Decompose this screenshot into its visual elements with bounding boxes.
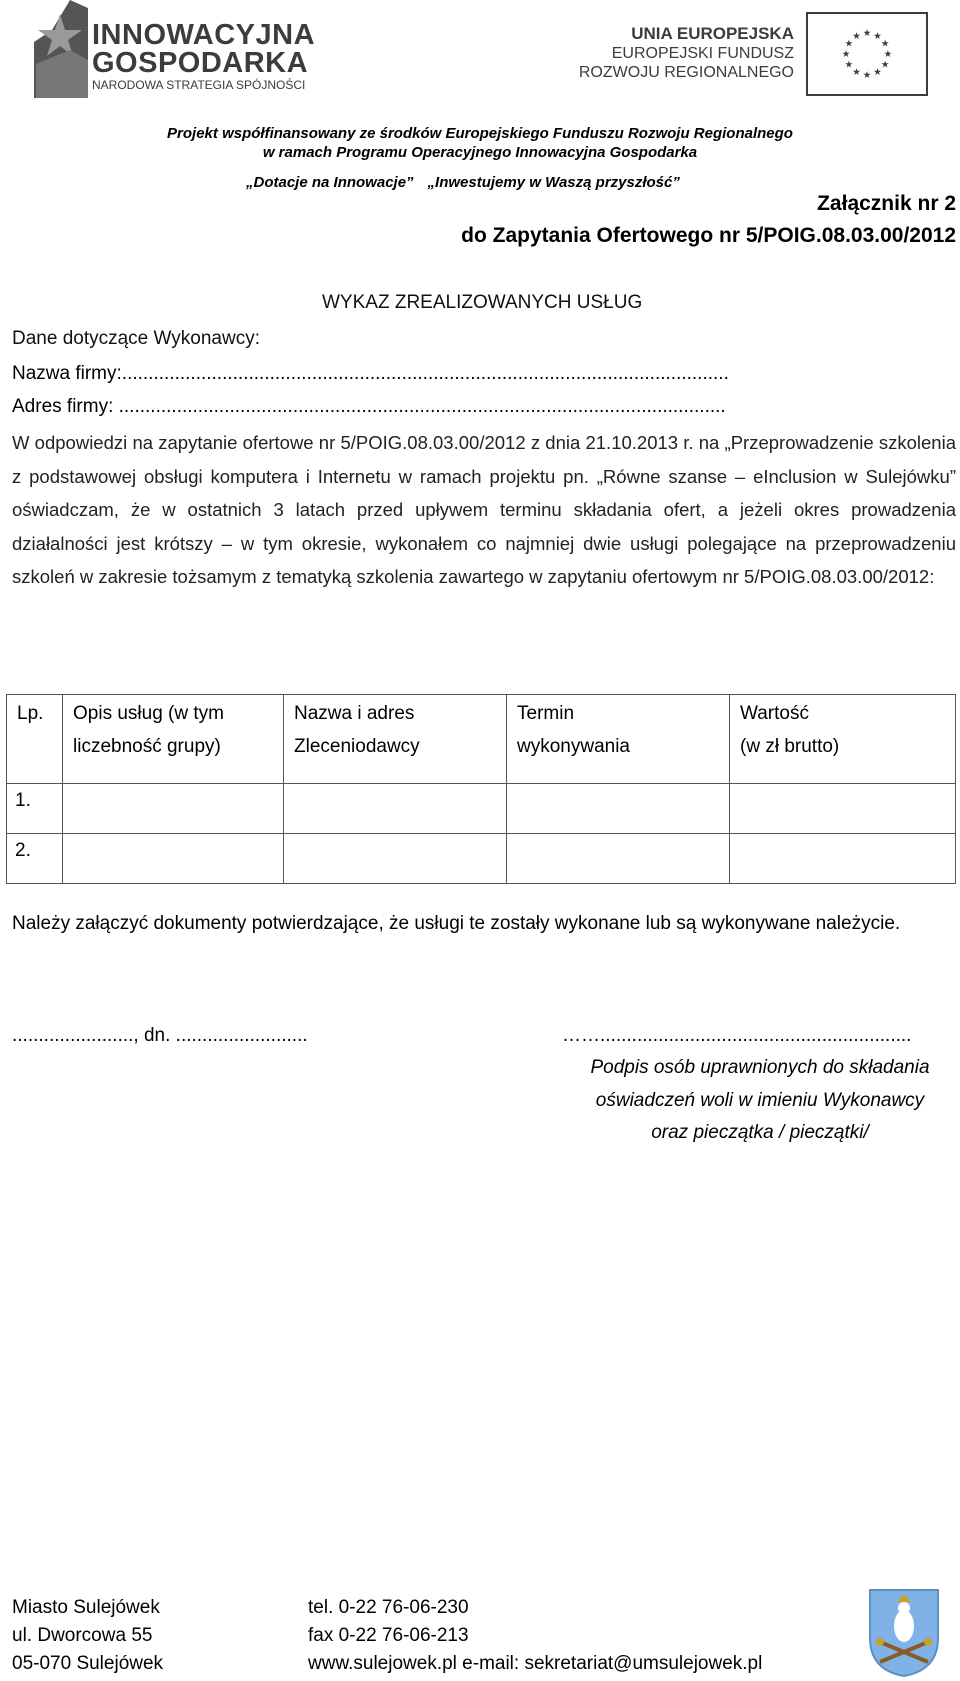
signature-line: ……........................................................... xyxy=(562,1025,912,1046)
svg-text:★: ★ xyxy=(841,48,851,60)
place-date-field: ......................., dn. ......................... xyxy=(12,1025,308,1046)
signature-caption xyxy=(560,1052,960,1150)
svg-text:★: ★ xyxy=(880,38,890,50)
svg-text:★: ★ xyxy=(873,30,882,42)
column-header-description: Opis usług (w tym liczebność grupy) xyxy=(63,695,284,784)
project-cofinancing-line: Projekt współfinansowany ze środków Europejskiego Funduszu Rozwoju Regionalnego xyxy=(167,125,793,142)
footer-contact xyxy=(308,1594,762,1678)
table-cell xyxy=(284,784,507,834)
services-table xyxy=(6,694,956,884)
footer-fax: fax 0-22 76-06-213 xyxy=(308,1625,469,1646)
footer-city: Miasto Sulejówek xyxy=(12,1597,160,1618)
innowacyjna-gospodarka-logo xyxy=(30,0,330,100)
program-logo-line1: INNOWACYJNA xyxy=(92,19,316,51)
eu-fund-logo-text xyxy=(579,24,794,82)
program-logo-line3: NARODOWA STRATEGIA SPÓJNOŚCI xyxy=(92,78,306,92)
program-logo-line2: GOSPODARKA xyxy=(92,47,309,79)
slogan-investment: „Inwestujemy w Waszą przyszłość” xyxy=(427,174,680,191)
eu-logo-line2: EUROPEJSKI FUNDUSZ xyxy=(611,45,794,62)
table-row xyxy=(7,784,956,834)
sulejowek-crest-icon xyxy=(866,1586,942,1678)
svg-text:★: ★ xyxy=(883,48,893,60)
statement-paragraph: W odpowiedzi na zapytanie ofertowe nr 5/POIG.08.03.00/2012 z dnia 21.10.2013 r. na „Przeprowadzenie szkolenia z podstawowej obsługi komputera i Internetu w ramach projektu pn. „Równe szanse – eInclusion w Sulejówku” oświadczam, że w ostatnich 3 latach przed upływem terminu składania ofert, a jeżeli okres prowadzenia działalności jest krótszy – w tym okresie, wykonałem co najmniej dwie usługi polegające na przeprowadzeniu szkoleń w zakresie tożsamym z tematyką szkolenia zawartego w zapytaniu ofertowym nr 5/POIG.08.03.00/2012: xyxy=(12,432,956,587)
footer-web-email: www.sulejowek.pl e-mail: sekretariat@umsulejowek.pl xyxy=(308,1653,763,1674)
svg-text:★: ★ xyxy=(852,66,861,78)
footer-street: ul. Dworcowa 55 xyxy=(12,1625,153,1646)
annex-number: Załącznik nr 2 xyxy=(817,192,956,215)
signature-caption-line3: oraz pieczątka / pieczątki/ xyxy=(651,1122,869,1143)
column-header-value: Wartość (w zł brutto) xyxy=(730,695,956,784)
slogan-innovation: „Dotacje na Innowacje” xyxy=(246,174,414,191)
column-header-client: Nazwa i adres Zleceniodawcy xyxy=(284,695,507,784)
company-address-field: Adres firmy: ................................................................................................................... xyxy=(12,396,726,417)
svg-text:★: ★ xyxy=(880,59,890,71)
table-cell xyxy=(730,784,956,834)
documents-note: Należy załączyć dokumenty potwierdzające, że usługi te zostały wykonane lub są wykonywane należycie. xyxy=(12,913,901,934)
column-header-date: Termin wykonywania xyxy=(507,695,730,784)
eu-logo-line1: UNIA EUROPEJSKA xyxy=(631,24,794,43)
page-title: WYKAZ ZREALIZOWANYCH USŁUG xyxy=(322,292,643,313)
eu-logo-line3: ROZWOJU REGIONALNEGO xyxy=(578,64,794,81)
project-program-line: w ramach Programu Operacyjnego Innowacyjna Gospodarka xyxy=(262,144,698,161)
table-cell-lp: 2. xyxy=(7,834,63,884)
company-name-field: Nazwa firmy:................................................................................................................... xyxy=(12,363,729,384)
svg-text:★: ★ xyxy=(873,66,882,78)
annex-inquiry-reference: do Zapytania Ofertowego nr 5/POIG.08.03.00/2012 xyxy=(461,224,956,247)
table-header-row xyxy=(7,695,956,784)
table-cell xyxy=(507,834,730,884)
star-logo-icon xyxy=(30,0,88,98)
table-row xyxy=(7,834,956,884)
table-cell xyxy=(63,834,284,884)
svg-text:★: ★ xyxy=(844,59,854,71)
table-cell xyxy=(730,834,956,884)
eu-flag-icon xyxy=(806,12,928,96)
svg-text:★: ★ xyxy=(844,38,854,50)
slogans xyxy=(246,174,694,191)
svg-text:★: ★ xyxy=(852,30,861,42)
svg-text:★: ★ xyxy=(862,69,872,81)
column-header-lp: Lp. xyxy=(7,695,63,784)
signature-caption-line1: Podpis osób uprawnionych do składania xyxy=(590,1057,930,1078)
table-cell xyxy=(507,784,730,834)
svg-text:★: ★ xyxy=(862,27,872,39)
footer-phone: tel. 0-22 76-06-230 xyxy=(308,1597,469,1618)
table-cell xyxy=(63,784,284,834)
footer-postcode: 05-070 Sulejówek xyxy=(12,1653,164,1674)
footer-address xyxy=(12,1594,163,1678)
table-cell-lp: 1. xyxy=(7,784,63,834)
contractor-heading: Dane dotyczące Wykonawcy: xyxy=(12,328,260,349)
signature-caption-line2: oświadczeń woli w imieniu Wykonawcy xyxy=(595,1089,925,1111)
table-cell xyxy=(284,834,507,884)
